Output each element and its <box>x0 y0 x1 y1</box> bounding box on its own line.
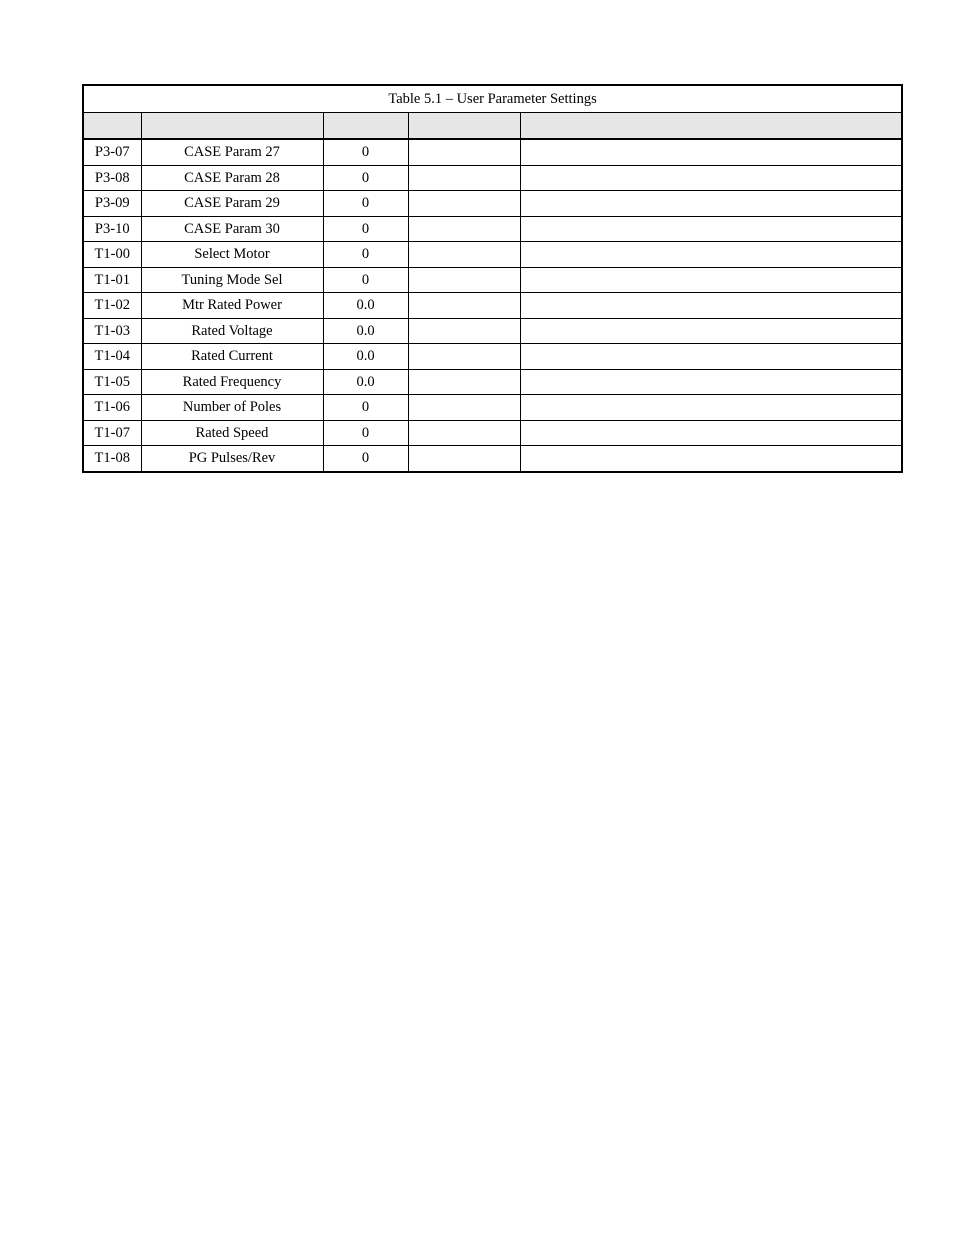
param-name-cell: CASE Param 28 <box>141 165 323 191</box>
table-row <box>83 165 902 191</box>
user-setting-cell <box>408 267 520 293</box>
notes-cell <box>520 293 902 319</box>
table-caption: Table 5.1 – User Parameter Settings <box>83 85 902 113</box>
param-code-cell: T1-07 <box>83 420 141 446</box>
param-code-cell: T1-04 <box>83 344 141 370</box>
table-row <box>83 446 902 472</box>
notes-cell <box>520 420 902 446</box>
default-value-cell: 0.0 <box>323 293 408 319</box>
notes-cell <box>520 446 902 472</box>
notes-cell <box>520 267 902 293</box>
user-setting-cell <box>408 420 520 446</box>
table-row <box>83 420 902 446</box>
user-setting-cell <box>408 344 520 370</box>
table-row <box>83 395 902 421</box>
param-name-cell: PG Pulses/Rev <box>141 446 323 472</box>
notes-cell <box>520 369 902 395</box>
default-value-cell: 0 <box>323 216 408 242</box>
user-setting-cell <box>408 293 520 319</box>
default-value-cell: 0.0 <box>323 369 408 395</box>
param-code-cell: T1-06 <box>83 395 141 421</box>
notes-cell <box>520 139 902 165</box>
table-row <box>83 369 902 395</box>
param-code-cell: T1-02 <box>83 293 141 319</box>
user-parameter-table <box>82 84 903 473</box>
param-name-cell: Tuning Mode Sel <box>141 267 323 293</box>
user-setting-cell <box>408 369 520 395</box>
header-cell-default <box>323 113 408 140</box>
notes-cell <box>520 344 902 370</box>
default-value-cell: 0.0 <box>323 344 408 370</box>
notes-cell <box>520 318 902 344</box>
notes-cell <box>520 216 902 242</box>
table-row <box>83 344 902 370</box>
default-value-cell: 0 <box>323 165 408 191</box>
notes-cell <box>520 242 902 268</box>
user-setting-cell <box>408 165 520 191</box>
param-code-cell: T1-08 <box>83 446 141 472</box>
table-row <box>83 139 902 165</box>
default-value-cell: 0 <box>323 446 408 472</box>
table-row <box>83 216 902 242</box>
user-setting-cell <box>408 242 520 268</box>
header-cell-param <box>83 113 141 140</box>
user-setting-cell <box>408 191 520 217</box>
param-name-cell: CASE Param 27 <box>141 139 323 165</box>
param-name-cell: Mtr Rated Power <box>141 293 323 319</box>
notes-cell <box>520 395 902 421</box>
param-code-cell: T1-05 <box>83 369 141 395</box>
param-code-cell: T1-00 <box>83 242 141 268</box>
default-value-cell: 0 <box>323 420 408 446</box>
default-value-cell: 0 <box>323 139 408 165</box>
param-name-cell: CASE Param 30 <box>141 216 323 242</box>
param-code-cell: P3-08 <box>83 165 141 191</box>
header-cell-setting <box>408 113 520 140</box>
table-row <box>83 293 902 319</box>
default-value-cell: 0 <box>323 191 408 217</box>
default-value-cell: 0.0 <box>323 318 408 344</box>
header-cell-name <box>141 113 323 140</box>
param-name-cell: Select Motor <box>141 242 323 268</box>
param-name-cell: Rated Voltage <box>141 318 323 344</box>
user-setting-cell <box>408 139 520 165</box>
user-setting-cell <box>408 318 520 344</box>
notes-cell <box>520 165 902 191</box>
header-cell-notes <box>520 113 902 140</box>
default-value-cell: 0 <box>323 242 408 268</box>
table-row <box>83 242 902 268</box>
notes-cell <box>520 191 902 217</box>
param-name-cell: Number of Poles <box>141 395 323 421</box>
table-row <box>83 318 902 344</box>
default-value-cell: 0 <box>323 267 408 293</box>
param-name-cell: Rated Speed <box>141 420 323 446</box>
param-name-cell: Rated Current <box>141 344 323 370</box>
param-code-cell: P3-07 <box>83 139 141 165</box>
param-code-cell: T1-01 <box>83 267 141 293</box>
param-code-cell: P3-09 <box>83 191 141 217</box>
table-caption-row <box>83 85 902 113</box>
param-code-cell: T1-03 <box>83 318 141 344</box>
table-header-row <box>83 113 902 140</box>
user-setting-cell <box>408 446 520 472</box>
table-row <box>83 191 902 217</box>
table-row <box>83 267 902 293</box>
param-name-cell: CASE Param 29 <box>141 191 323 217</box>
param-code-cell: P3-10 <box>83 216 141 242</box>
user-setting-cell <box>408 395 520 421</box>
param-name-cell: Rated Frequency <box>141 369 323 395</box>
default-value-cell: 0 <box>323 395 408 421</box>
user-setting-cell <box>408 216 520 242</box>
